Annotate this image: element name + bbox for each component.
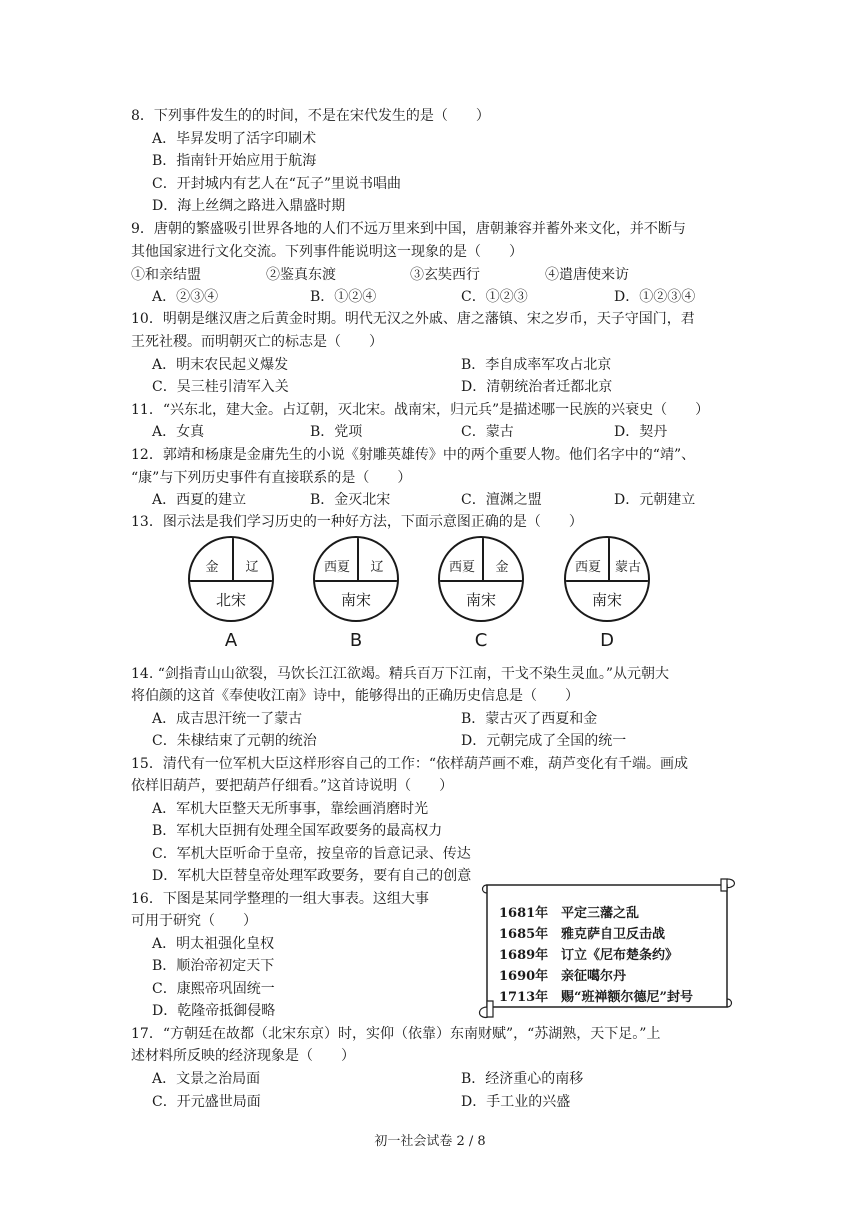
q14-option-a: A．成吉思汗统一了蒙古 (152, 711, 303, 727)
q17-option-a: A．文景之治局面 (152, 1071, 261, 1087)
q9-option-d: D．①②③④ (614, 289, 696, 305)
diagram-circle-d (564, 536, 650, 622)
q10-option-b: B．李自成率军攻占北京 (461, 357, 612, 373)
timeline-event: 亲征噶尔丹 (561, 969, 627, 984)
q9-option-b: B．①②④ (310, 289, 377, 305)
q12-option-b: B．金灭北宋 (310, 492, 391, 508)
timeline-event: 雅克萨自卫反击战 (561, 927, 666, 942)
q13-stem: 13．图示法是我们学习历史的一种好方法，下面示意图正确的是（ ） (131, 514, 583, 530)
q14-stem-line2: 将伯颜的这首《奉使收江南》诗中，能够得出的正确历史信息是（ ） (131, 688, 579, 704)
q14-option-b: B．蒙古灭了西夏和金 (461, 711, 598, 727)
q11-option-d: D．契丹 (614, 424, 668, 440)
q9-item-4: ④遣唐使来访 (545, 267, 629, 283)
q10-stem-line2: 王死社稷。而明朝灭亡的标志是（ ） (131, 334, 383, 350)
diagram-c-top-right: 金 (495, 560, 509, 575)
q15-stem-line1: 15．清代有一位军机大臣这样形容自己的工作：“依样葫芦画不难，葫芦变化有千端。画成 (131, 756, 688, 772)
diagram-a-bottom: 北宋 (215, 591, 246, 609)
q15-option-d: D．军机大臣替皇帝处理军政要务，要有自己的创意 (152, 868, 472, 884)
diagram-c-label: C (474, 630, 488, 651)
diagram-c-bottom: 南宋 (465, 591, 496, 609)
q16-stem-line2: 可用于研究（ ） (131, 913, 257, 929)
timeline-row (499, 923, 665, 942)
diagram-a-label: A (224, 630, 238, 651)
timeline-event: 赐“班禅额尔德尼”封号 (561, 990, 693, 1005)
q15-option-a: A．军机大臣整天无所事事，靠绘画消磨时光 (152, 801, 429, 817)
q9-option-a: A．②③④ (152, 289, 219, 305)
q17-stem-line1: 17．“方朝廷在故都（北宋东京）时，实仰（依靠）东南财赋”，“苏湖熟，天下足。”上 (131, 1026, 661, 1042)
q12-stem-line1: 12．郭靖和杨康是金庸先生的小说《射雕英雄传》中的两个重要人物。他们名字中的“靖”、 (131, 447, 696, 463)
timeline-event: 平定三藩之乱 (561, 906, 640, 921)
q11-option-a: A．女真 (152, 424, 205, 440)
q11-option-c: C．蒙古 (461, 424, 514, 440)
q8-stem: 8．下列事件发生的的时间，不是在宋代发生的是（ ） (131, 108, 490, 124)
q17-stem-line2: 述材料所反映的经济现象是（ ） (131, 1048, 355, 1064)
timeline-year: 1690年 (499, 969, 549, 984)
q16-option-c: C．康熙帝巩固统一 (152, 981, 275, 997)
q9-stem-line2: 其他国家进行文化交流。下列事件能说明这一现象的是（ ） (131, 244, 523, 260)
diagram-b-top-right: 辽 (370, 560, 384, 575)
diagram-d-top-right: 蒙古 (614, 560, 641, 575)
q13-diagram-group (188, 536, 658, 656)
timeline-row (499, 902, 639, 921)
divider (190, 580, 272, 582)
q8-option-a: A．毕昇发明了活字印刷术 (152, 131, 317, 147)
timeline-row (499, 965, 626, 984)
q11-option-b: B．党项 (310, 424, 363, 440)
diagram-b-top-left: 西夏 (323, 560, 350, 575)
diagram-c-top-left: 西夏 (448, 560, 475, 575)
q9-option-c: C．①②③ (461, 289, 528, 305)
diagram-d-top-left: 西夏 (574, 560, 601, 575)
timeline-event: 订立《尼布楚条约》 (561, 948, 679, 963)
diagram-b-bottom: 南宋 (340, 591, 371, 609)
q8-option-b: B．指南针开始应用于航海 (152, 153, 317, 169)
q14-option-c: C．朱棣结束了元朝的统治 (152, 733, 317, 749)
q12-stem-line2: “康”与下列历史事件有直接联系的是（ ） (131, 470, 412, 486)
timeline-row (499, 986, 693, 1005)
timeline-year: 1689年 (499, 948, 549, 963)
q8-option-c: C．开封城内有艺人在“瓦子”里说书唱曲 (152, 176, 402, 192)
q14-stem-line1: 14. “剑指青山山欲裂，马饮长江江欲竭。精兵百万下江南，干戈不染生灵血。”从元朝大 (131, 666, 670, 682)
q9-stem-line1: 9．唐朝的繁盛吸引世界各地的人们不远万里来到中国，唐朝兼容并蓄外来文化，并不断与 (131, 221, 686, 237)
q17-option-b: B．经济重心的南移 (461, 1071, 584, 1087)
divider (440, 580, 522, 582)
q16-option-d: D．乾隆帝抵御侵略 (152, 1003, 276, 1019)
diagram-b-label: B (349, 630, 363, 651)
event-timeline-scroll (477, 875, 739, 1025)
q9-item-3: ③玄奘西行 (410, 267, 480, 283)
diagram-circle-a (188, 536, 274, 622)
diagram-d-label: D (600, 630, 614, 651)
q16-option-a: A．明太祖强化皇权 (152, 936, 275, 952)
q15-option-b: B．军机大臣拥有处理全国军政要务的最高权力 (152, 823, 443, 839)
q9-item-1: ①和亲结盟 (131, 267, 201, 283)
q8-option-d: D．海上丝绸之路进入鼎盛时期 (152, 198, 346, 214)
diagram-a-top-left: 金 (205, 560, 219, 575)
timeline-year: 1685年 (499, 927, 549, 942)
divider (566, 580, 648, 582)
q12-option-d: D．元朝建立 (614, 492, 696, 508)
diagram-a-top-right: 辽 (245, 560, 259, 575)
q15-stem-line2: 依样旧葫芦，要把葫芦仔细看。”这首诗说明（ ） (131, 778, 454, 794)
q12-option-c: C．澶渊之盟 (461, 492, 542, 508)
q10-option-d: D．清朝统治者迁都北京 (461, 379, 613, 395)
q17-option-c: C．开元盛世局面 (152, 1094, 261, 1110)
timeline-year: 1681年 (499, 906, 549, 921)
q16-option-b: B．顺治帝初定天下 (152, 958, 275, 974)
timeline-year: 1713年 (499, 990, 549, 1005)
q17-option-d: D．手工业的兴盛 (461, 1094, 571, 1110)
q14-option-d: D．元朝完成了全国的统一 (461, 733, 627, 749)
q11-stem: 11．“兴东北，建大金。占辽朝，灭北宋。战南宋，归元兵”是描述哪一民族的兴衰史（ ） (131, 402, 710, 418)
q16-stem-line1: 16．下图是某同学整理的一组大事表。这组大事 (131, 891, 429, 907)
q10-stem-line1: 10．明朝是继汉唐之后黄金时期。明代无汉之外戚、唐之藩镇、宋之岁币，天子守国门，君 (131, 311, 695, 327)
divider (315, 580, 397, 582)
q15-option-c: C．军机大臣听命于皇帝，按皇帝的旨意记录、传达 (152, 846, 471, 862)
diagram-circle-c (438, 536, 524, 622)
diagram-circle-b (313, 536, 399, 622)
diagram-d-bottom: 南宋 (591, 591, 622, 609)
q10-option-a: A．明末农民起义爆发 (152, 357, 289, 373)
timeline-row (499, 944, 678, 963)
page-footer: 初一社会试卷 2 / 8 (374, 1134, 486, 1149)
q9-item-2: ②鉴真东渡 (266, 267, 336, 283)
q10-option-c: C．吴三桂引清军入关 (152, 379, 289, 395)
q12-option-a: A．西夏的建立 (152, 492, 247, 508)
